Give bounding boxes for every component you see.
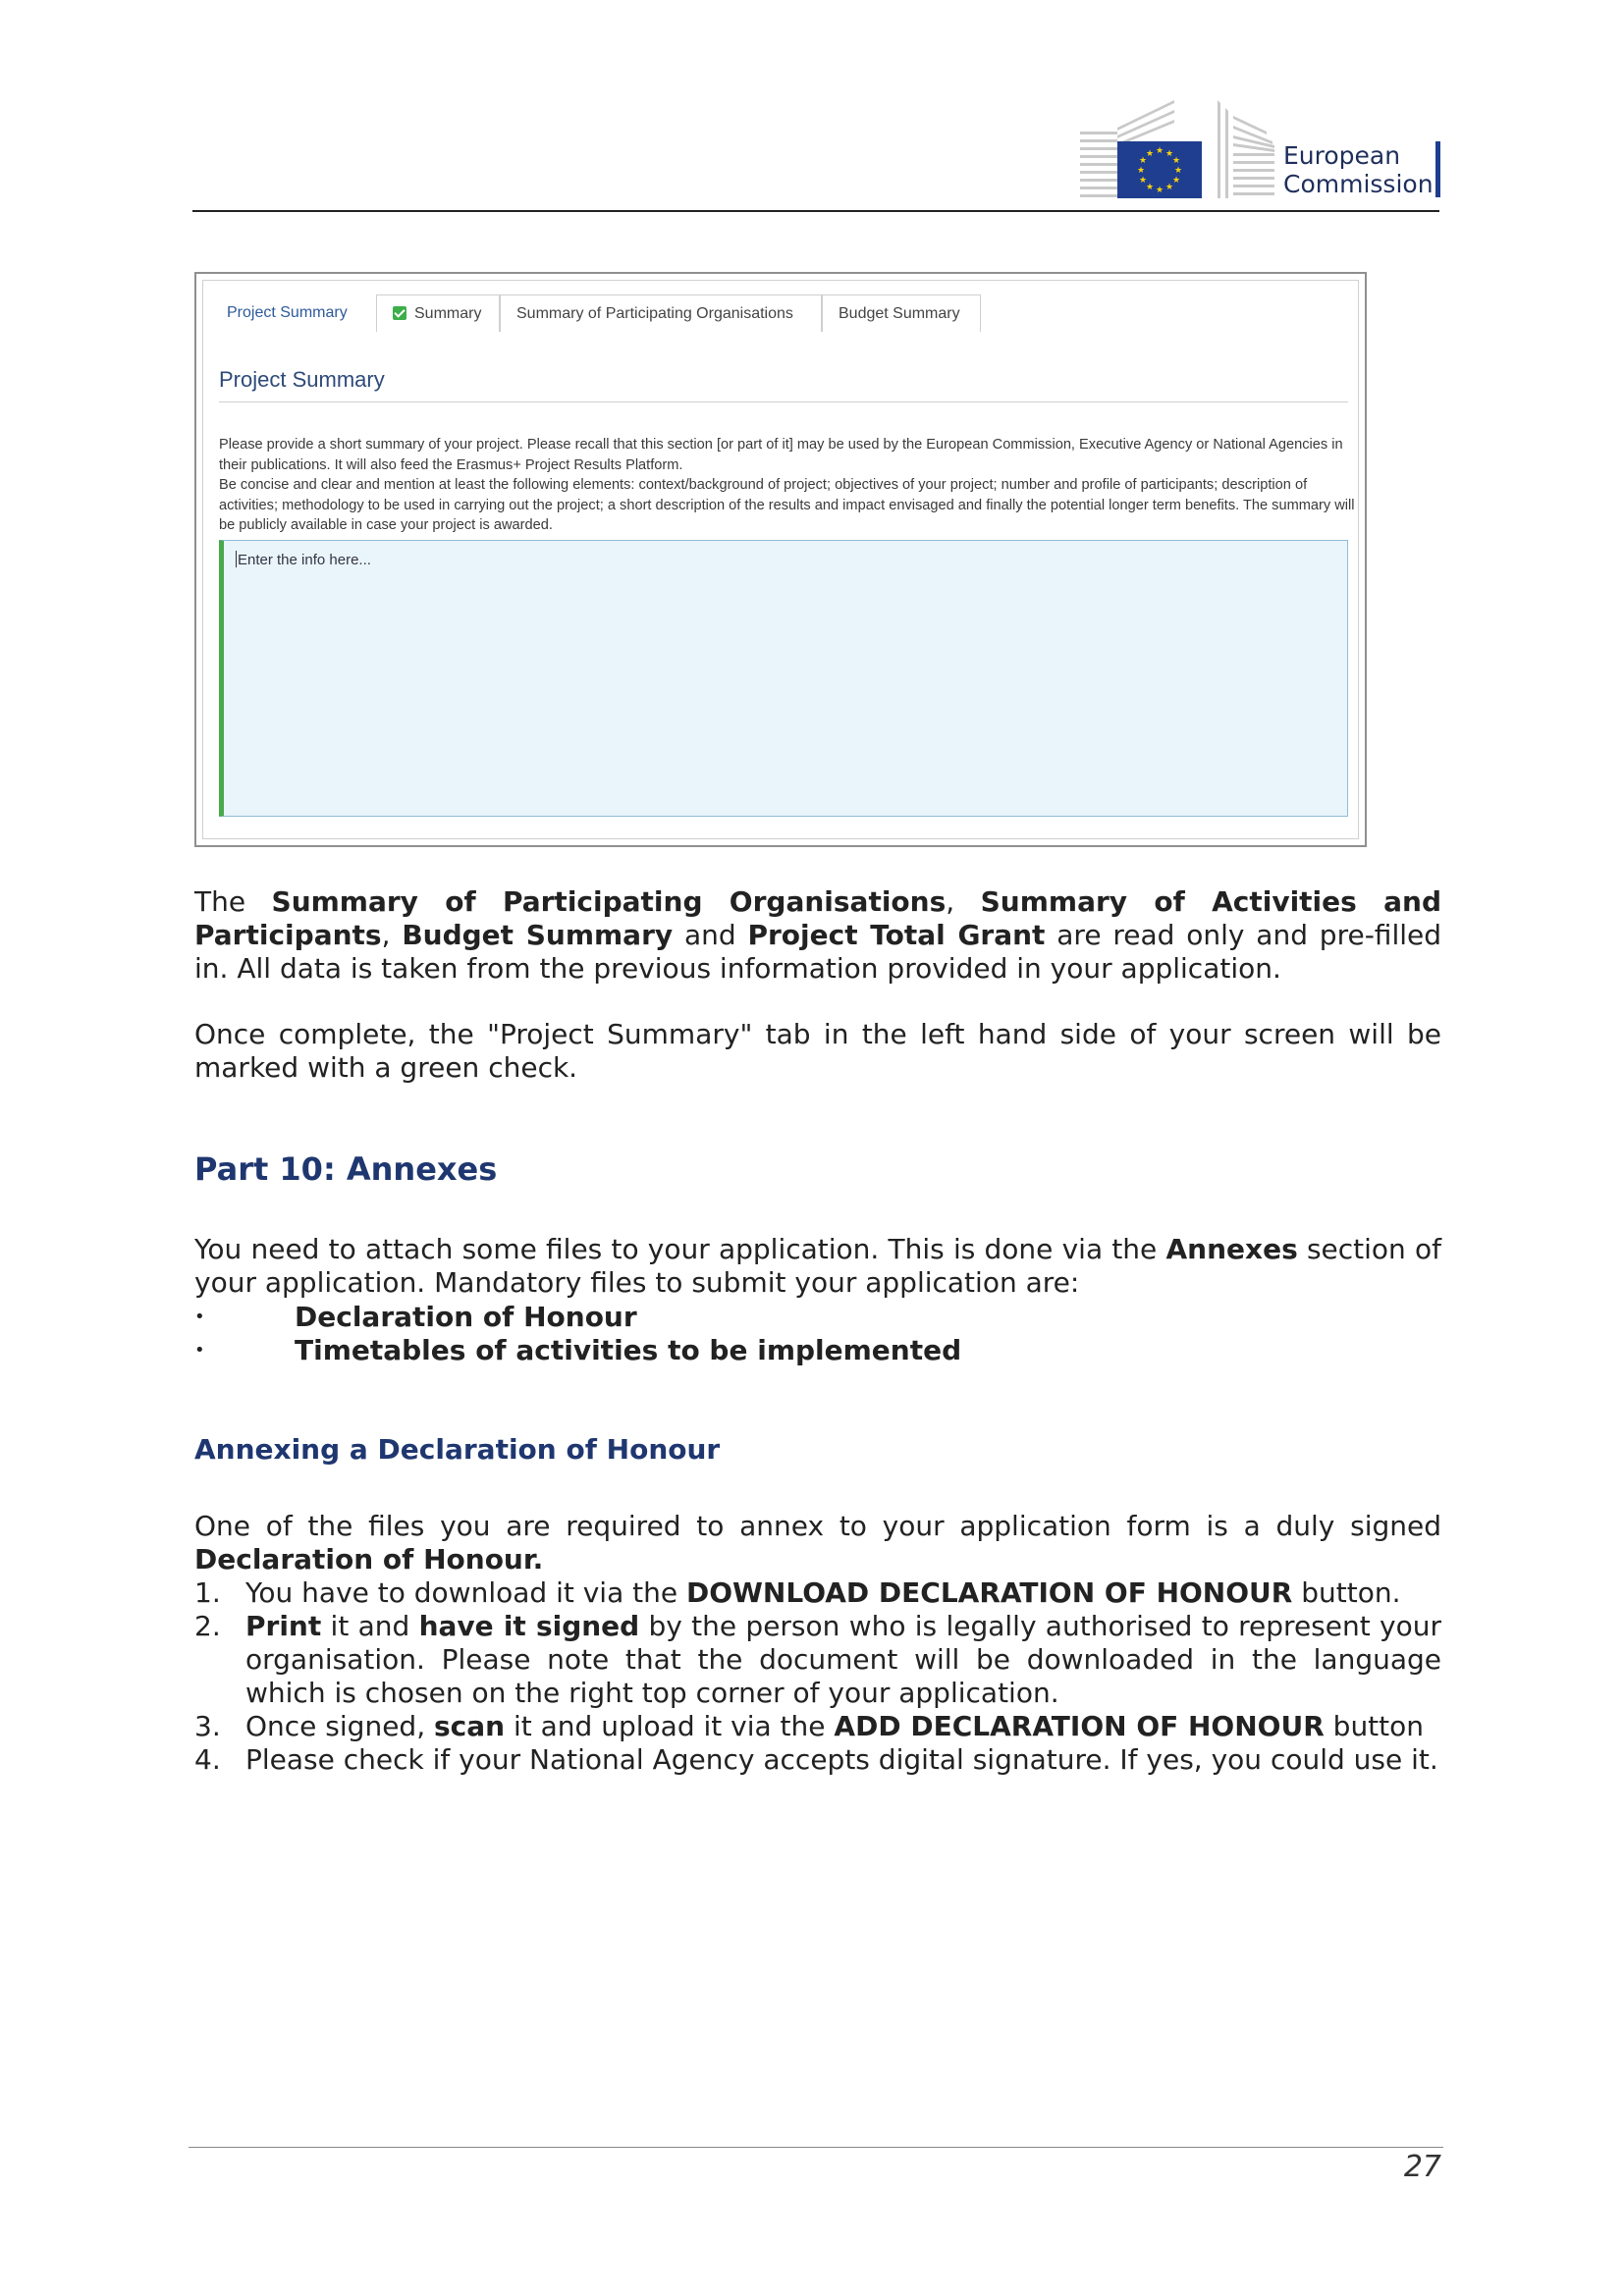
- step-text: it and upload it via the: [505, 1710, 835, 1742]
- intro-and: and: [673, 919, 748, 951]
- bullet-text: Timetables of activities to be implemented: [295, 1334, 962, 1366]
- annexes-p-end: section of your application. Mandatory files to submit your application are:: [194, 1233, 1442, 1299]
- intro-sep-2: ,: [381, 919, 403, 951]
- step-number: 3.: [194, 1710, 221, 1742]
- svg-text:★: ★: [1138, 176, 1148, 186]
- text-caret: [236, 551, 237, 567]
- intro-bold-4: Project Total Grant: [747, 919, 1046, 951]
- annex-doh-p-start: One of the files you are required to annex to your application form is a duly signed: [194, 1510, 1441, 1542]
- svg-text:★: ★: [1155, 146, 1164, 156]
- tab-participating-label: Summary of Participating Organisations: [516, 305, 793, 322]
- list-item: [194, 1743, 1441, 1777]
- green-check-icon: [393, 306, 406, 320]
- header-rule: [192, 210, 1439, 212]
- list-item: [194, 1334, 1441, 1367]
- svg-text:★: ★: [1145, 149, 1155, 159]
- step-number: 1.: [194, 1576, 221, 1609]
- bullet-dot: •: [194, 1307, 205, 1327]
- summary-placeholder: Enter the info here...: [238, 552, 371, 568]
- annexes-p-bold: Annexes: [1165, 1233, 1298, 1265]
- annex-doh-heading: Annexing a Declaration of Honour: [194, 1433, 721, 1466]
- svg-text:★: ★: [1164, 149, 1174, 159]
- instructions-line2: Be concise and clear and mention at least the following elements: context/background of project; objectives of your project; number and profile of participants; description of activities; methodology to be used in carrying out the project; a short description of the results and impact envisaged and finally the potential longer term benefits. The summary will be publicly available in case your project is awarded.: [219, 477, 1355, 533]
- intro-paragraph: [194, 885, 1441, 986]
- svg-text:★: ★: [1145, 183, 1155, 192]
- footer-rule: [189, 2147, 1443, 2148]
- complete-note: Once complete, the "Project Summary" tab in the left hand side of your screen will be marked with a green check.: [194, 1018, 1441, 1084]
- tab-summary-participating-organisations[interactable]: [500, 294, 822, 332]
- ec-logo-line1: European: [1283, 141, 1401, 170]
- section-instructions: [219, 435, 1358, 536]
- tab-budget-summary[interactable]: [822, 294, 981, 332]
- intro-bold-2: Summary of Activities and Participants: [194, 885, 1441, 951]
- ec-logo-wordmark: [1283, 141, 1434, 198]
- svg-text:★: ★: [1164, 183, 1174, 192]
- svg-text:★: ★: [1136, 166, 1146, 176]
- step-text: You have to download it via the: [245, 1576, 686, 1609]
- step-bold: have it signed: [418, 1610, 640, 1642]
- svg-text:★: ★: [1171, 176, 1181, 186]
- svg-text:★: ★: [1155, 186, 1164, 195]
- list-item: [194, 1576, 1441, 1610]
- step-text: it and: [321, 1610, 419, 1642]
- step-text: Please check if your National Agency accepts digital signature. If yes, you could use it.: [245, 1743, 1438, 1776]
- intro-sep-1: ,: [946, 885, 981, 918]
- step-text: Once signed,: [245, 1710, 434, 1742]
- step-bold: Print: [245, 1610, 322, 1642]
- summary-textarea[interactable]: [219, 540, 1348, 817]
- tab-budget-label: Budget Summary: [839, 305, 960, 322]
- ec-logo-bar: [1435, 141, 1440, 197]
- instructions-line1: Please provide a short summary of your project. Please recall that this section [or part of it] may be used by the European Commission, Executive Agency or National Agencies in their publications. It will also feed the Erasmus+ Project Results Platform.: [219, 437, 1343, 473]
- annexes-paragraph: [194, 1233, 1441, 1300]
- intro-bold-1: Summary of Participating Organisations: [271, 885, 947, 918]
- step-text: button.: [1292, 1576, 1401, 1609]
- step-number: 2.: [194, 1610, 221, 1642]
- intro-bold-3: Budget Summary: [402, 919, 674, 951]
- annexes-p-start: You need to attach some files to your application. This is done via the: [194, 1233, 1166, 1265]
- list-item: [194, 1710, 1441, 1743]
- intro-rest: are read only and pre-filled in. All data is taken from the previous information provided in your application.: [194, 919, 1442, 985]
- mandatory-files-list: [194, 1301, 1441, 1367]
- section-title: Project Summary: [219, 367, 385, 392]
- part10-heading: Part 10: Annexes: [194, 1150, 498, 1188]
- tab-summary[interactable]: [376, 294, 500, 332]
- doh-steps-list: [194, 1576, 1441, 1777]
- tab-project-summary[interactable]: [211, 294, 376, 332]
- project-summary-screenshot: [194, 272, 1367, 847]
- list-item: [194, 1610, 1441, 1710]
- step-number: 4.: [194, 1743, 221, 1776]
- tab-summary-label: Summary: [414, 305, 482, 322]
- list-item: [194, 1301, 1441, 1334]
- svg-text:★: ★: [1173, 166, 1183, 176]
- svg-text:★: ★: [1138, 156, 1148, 166]
- bullet-text: Declaration of Honour: [295, 1301, 637, 1333]
- svg-text:★: ★: [1171, 156, 1181, 166]
- step-text: by the person who is legally authorised to represent your organisation. Please note that the document will be downloaded in the language which is chosen on the right top corner of your application.: [245, 1610, 1441, 1709]
- ec-logo-line2: Commission: [1283, 170, 1434, 198]
- tab-project-summary-label: Project Summary: [227, 304, 348, 321]
- intro-the: The: [194, 885, 272, 918]
- step-bold: scan: [434, 1710, 506, 1742]
- step-bold: DOWNLOAD DECLARATION OF HONOUR: [685, 1576, 1293, 1609]
- page-number: 27: [1403, 2150, 1441, 2184]
- annex-doh-p-bold: Declaration of Honour.: [194, 1543, 544, 1575]
- annex-doh-paragraph: [194, 1510, 1441, 1576]
- screenshot-frame: [202, 280, 1359, 839]
- step-text: button: [1324, 1710, 1425, 1742]
- section-rule: [219, 401, 1348, 402]
- step-bold: ADD DECLARATION OF HONOUR: [834, 1710, 1325, 1742]
- bullet-dot: •: [194, 1340, 205, 1361]
